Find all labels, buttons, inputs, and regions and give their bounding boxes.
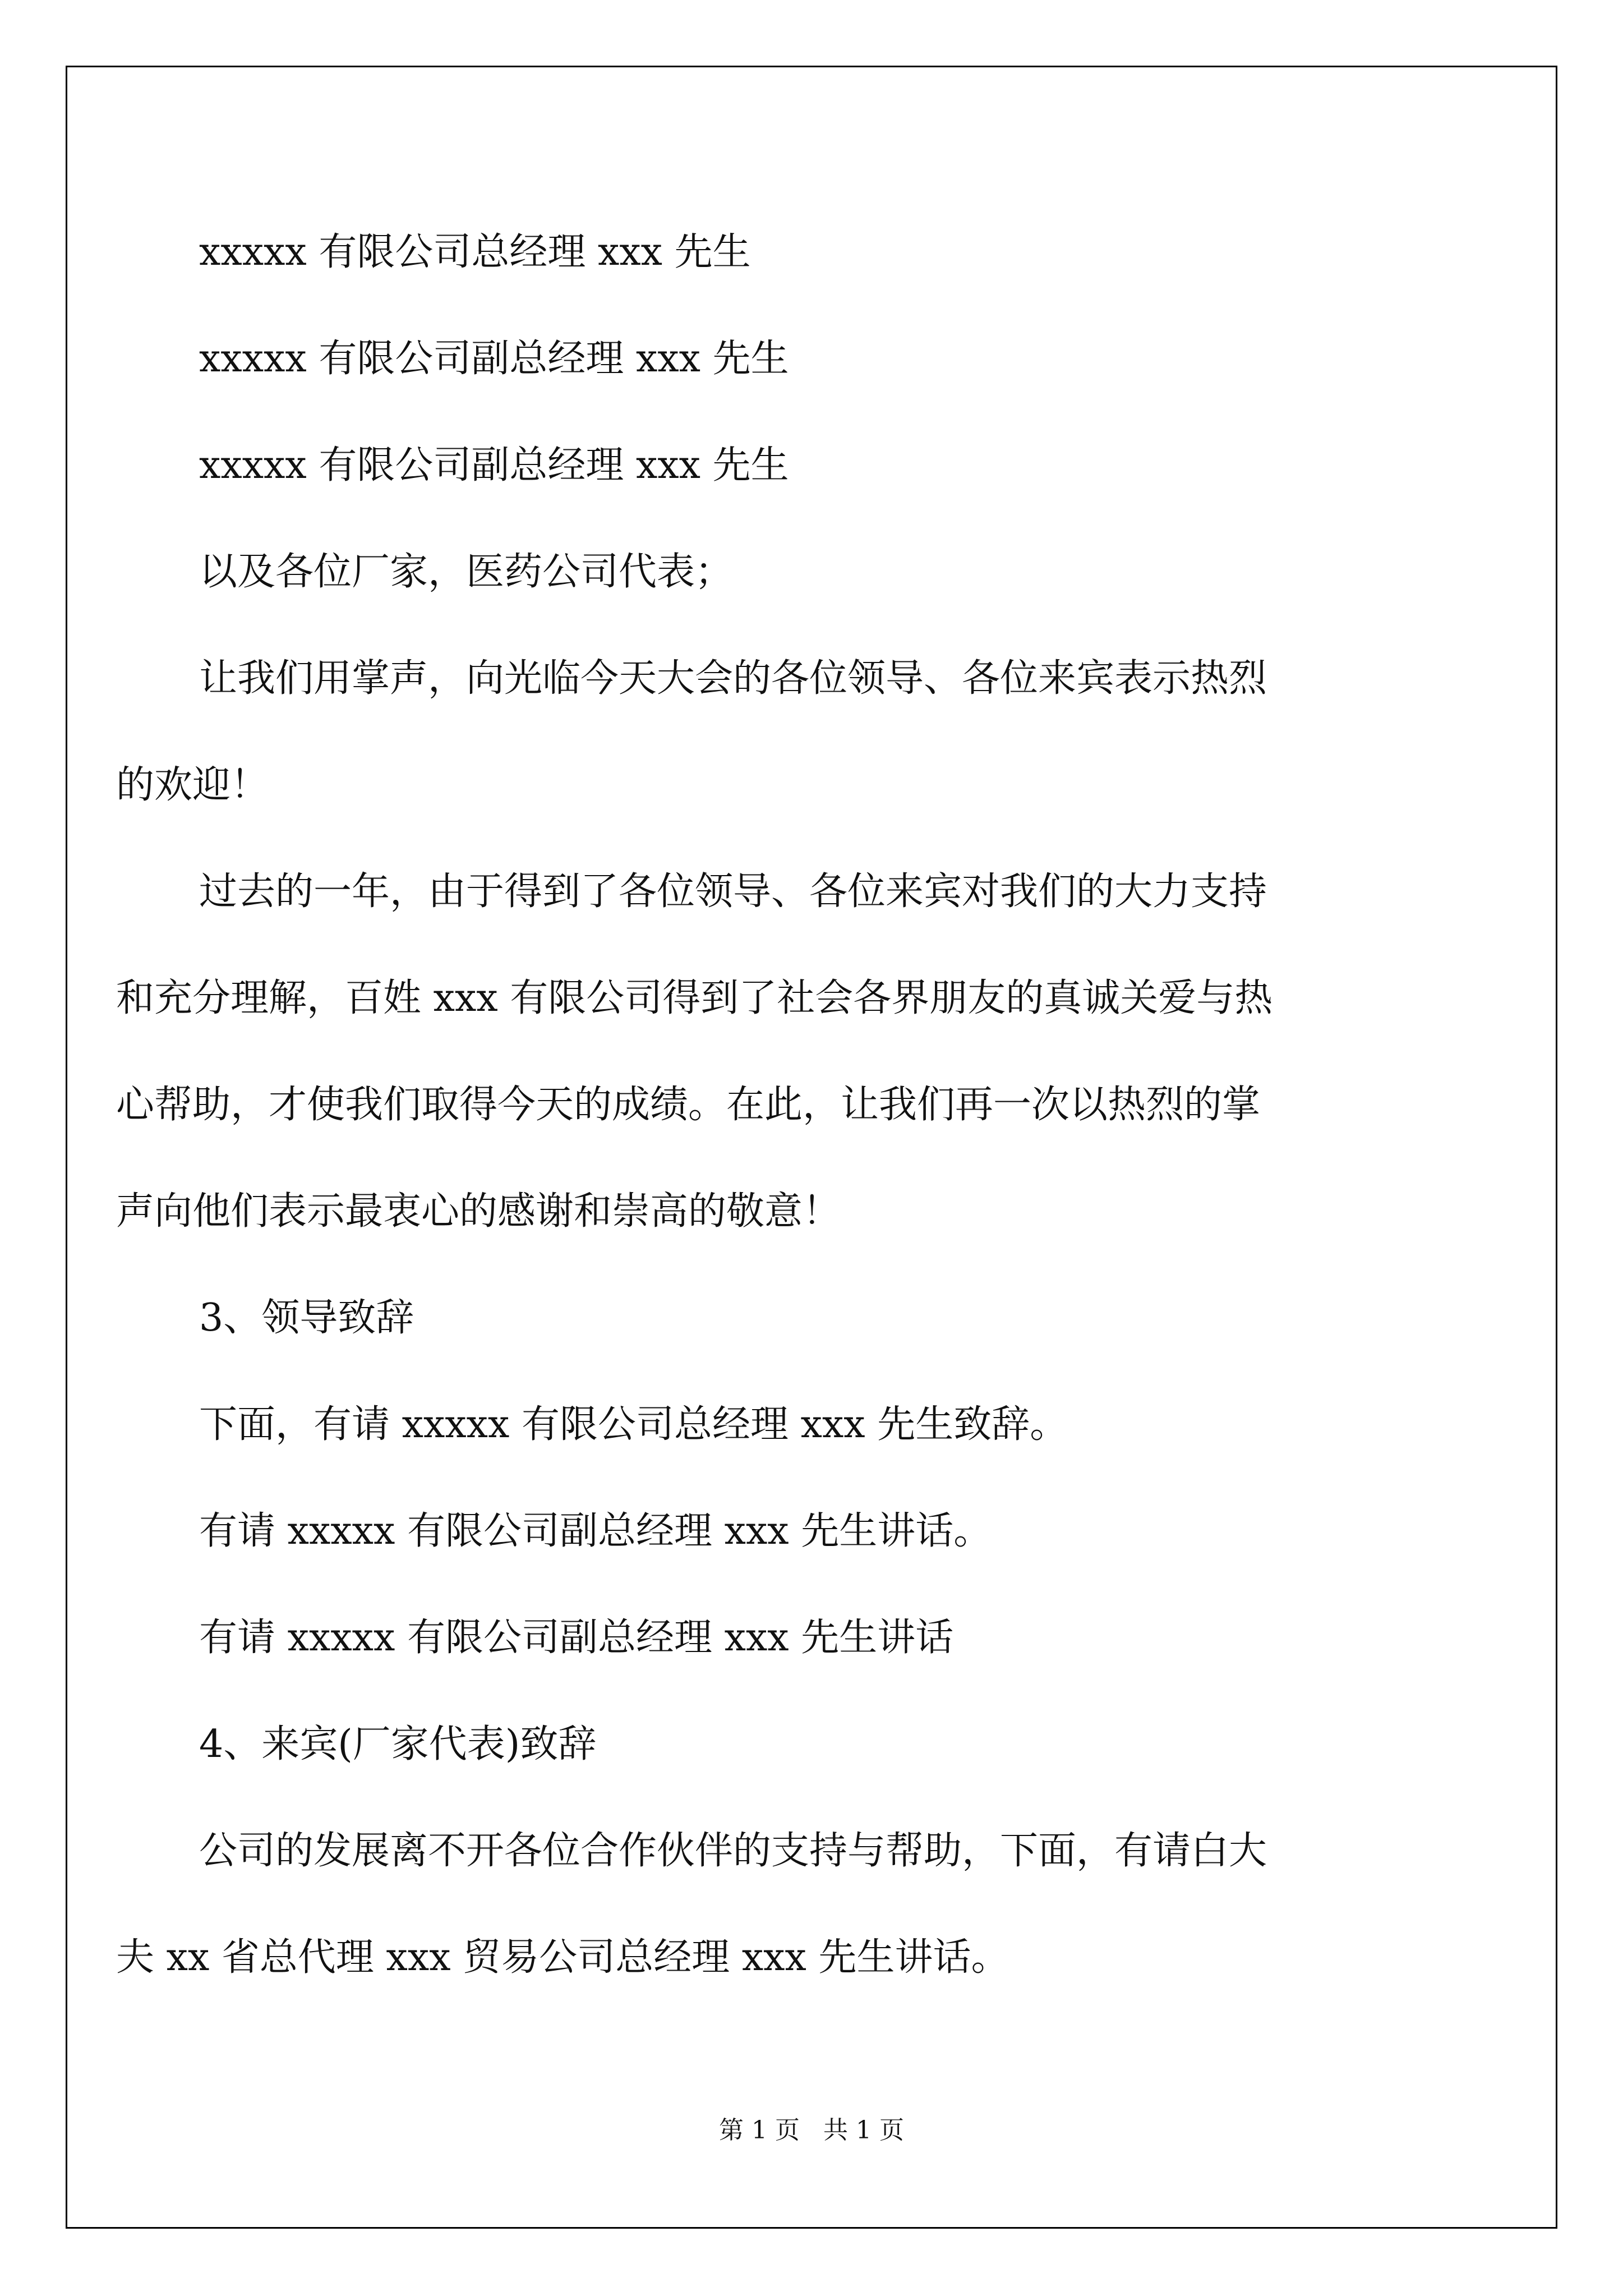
paragraph-line: xxxxx 有限公司副总经理 xxx 先生: [199, 443, 789, 487]
page-footer: 第 1 页 共 1 页: [719, 2116, 904, 2145]
section-heading: 3、领导致辞: [199, 1296, 414, 1340]
paragraph-line: 公司的发展离不开各位合作伙伴的支持与帮助，下面，有请白大: [199, 1829, 1267, 1873]
paragraph-line: 夫 xx 省总代理 xxx 贸易公司总经理 xxx 先生讲话。: [116, 1935, 1009, 1980]
paragraph-line: 以及各位厂家，医药公司代表；: [199, 550, 734, 594]
section-heading: 4、来宾(厂家代表)致辞: [199, 1722, 597, 1766]
paragraph-line: 过去的一年，由于得到了各位领导、各位来宾对我们的大力支持: [199, 869, 1267, 914]
paragraph-line: xxxxx 有限公司副总经理 xxx 先生: [199, 337, 789, 381]
paragraph-line: 心帮助，才使我们取得今天的成绩。在此，让我们再一次以热烈的掌: [116, 1083, 1261, 1127]
paragraph-line: 有请 xxxxx 有限公司副总经理 xxx 先生讲话: [199, 1616, 954, 1660]
paragraph-line: xxxxx 有限公司总经理 xxx 先生: [199, 230, 751, 274]
paragraph-line: 声向他们表示最衷心的感谢和崇高的敬意！: [116, 1189, 841, 1234]
paragraph-line: 的欢迎！: [116, 763, 269, 807]
paragraph-line: 下面，有请 xxxxx 有限公司总经理 xxx 先生致辞。: [199, 1402, 1068, 1447]
paragraph-line: 和充分理解，百姓 xxx 有限公司得到了社会各界朋友的真诚关爱与热: [116, 976, 1273, 1020]
paragraph-line: 有请 xxxxx 有限公司副总经理 xxx 先生讲话。: [199, 1509, 992, 1553]
paragraph-line: 让我们用掌声，向光临今天大会的各位领导、各位来宾表示热烈: [199, 656, 1267, 701]
page-border: [66, 66, 1557, 2229]
